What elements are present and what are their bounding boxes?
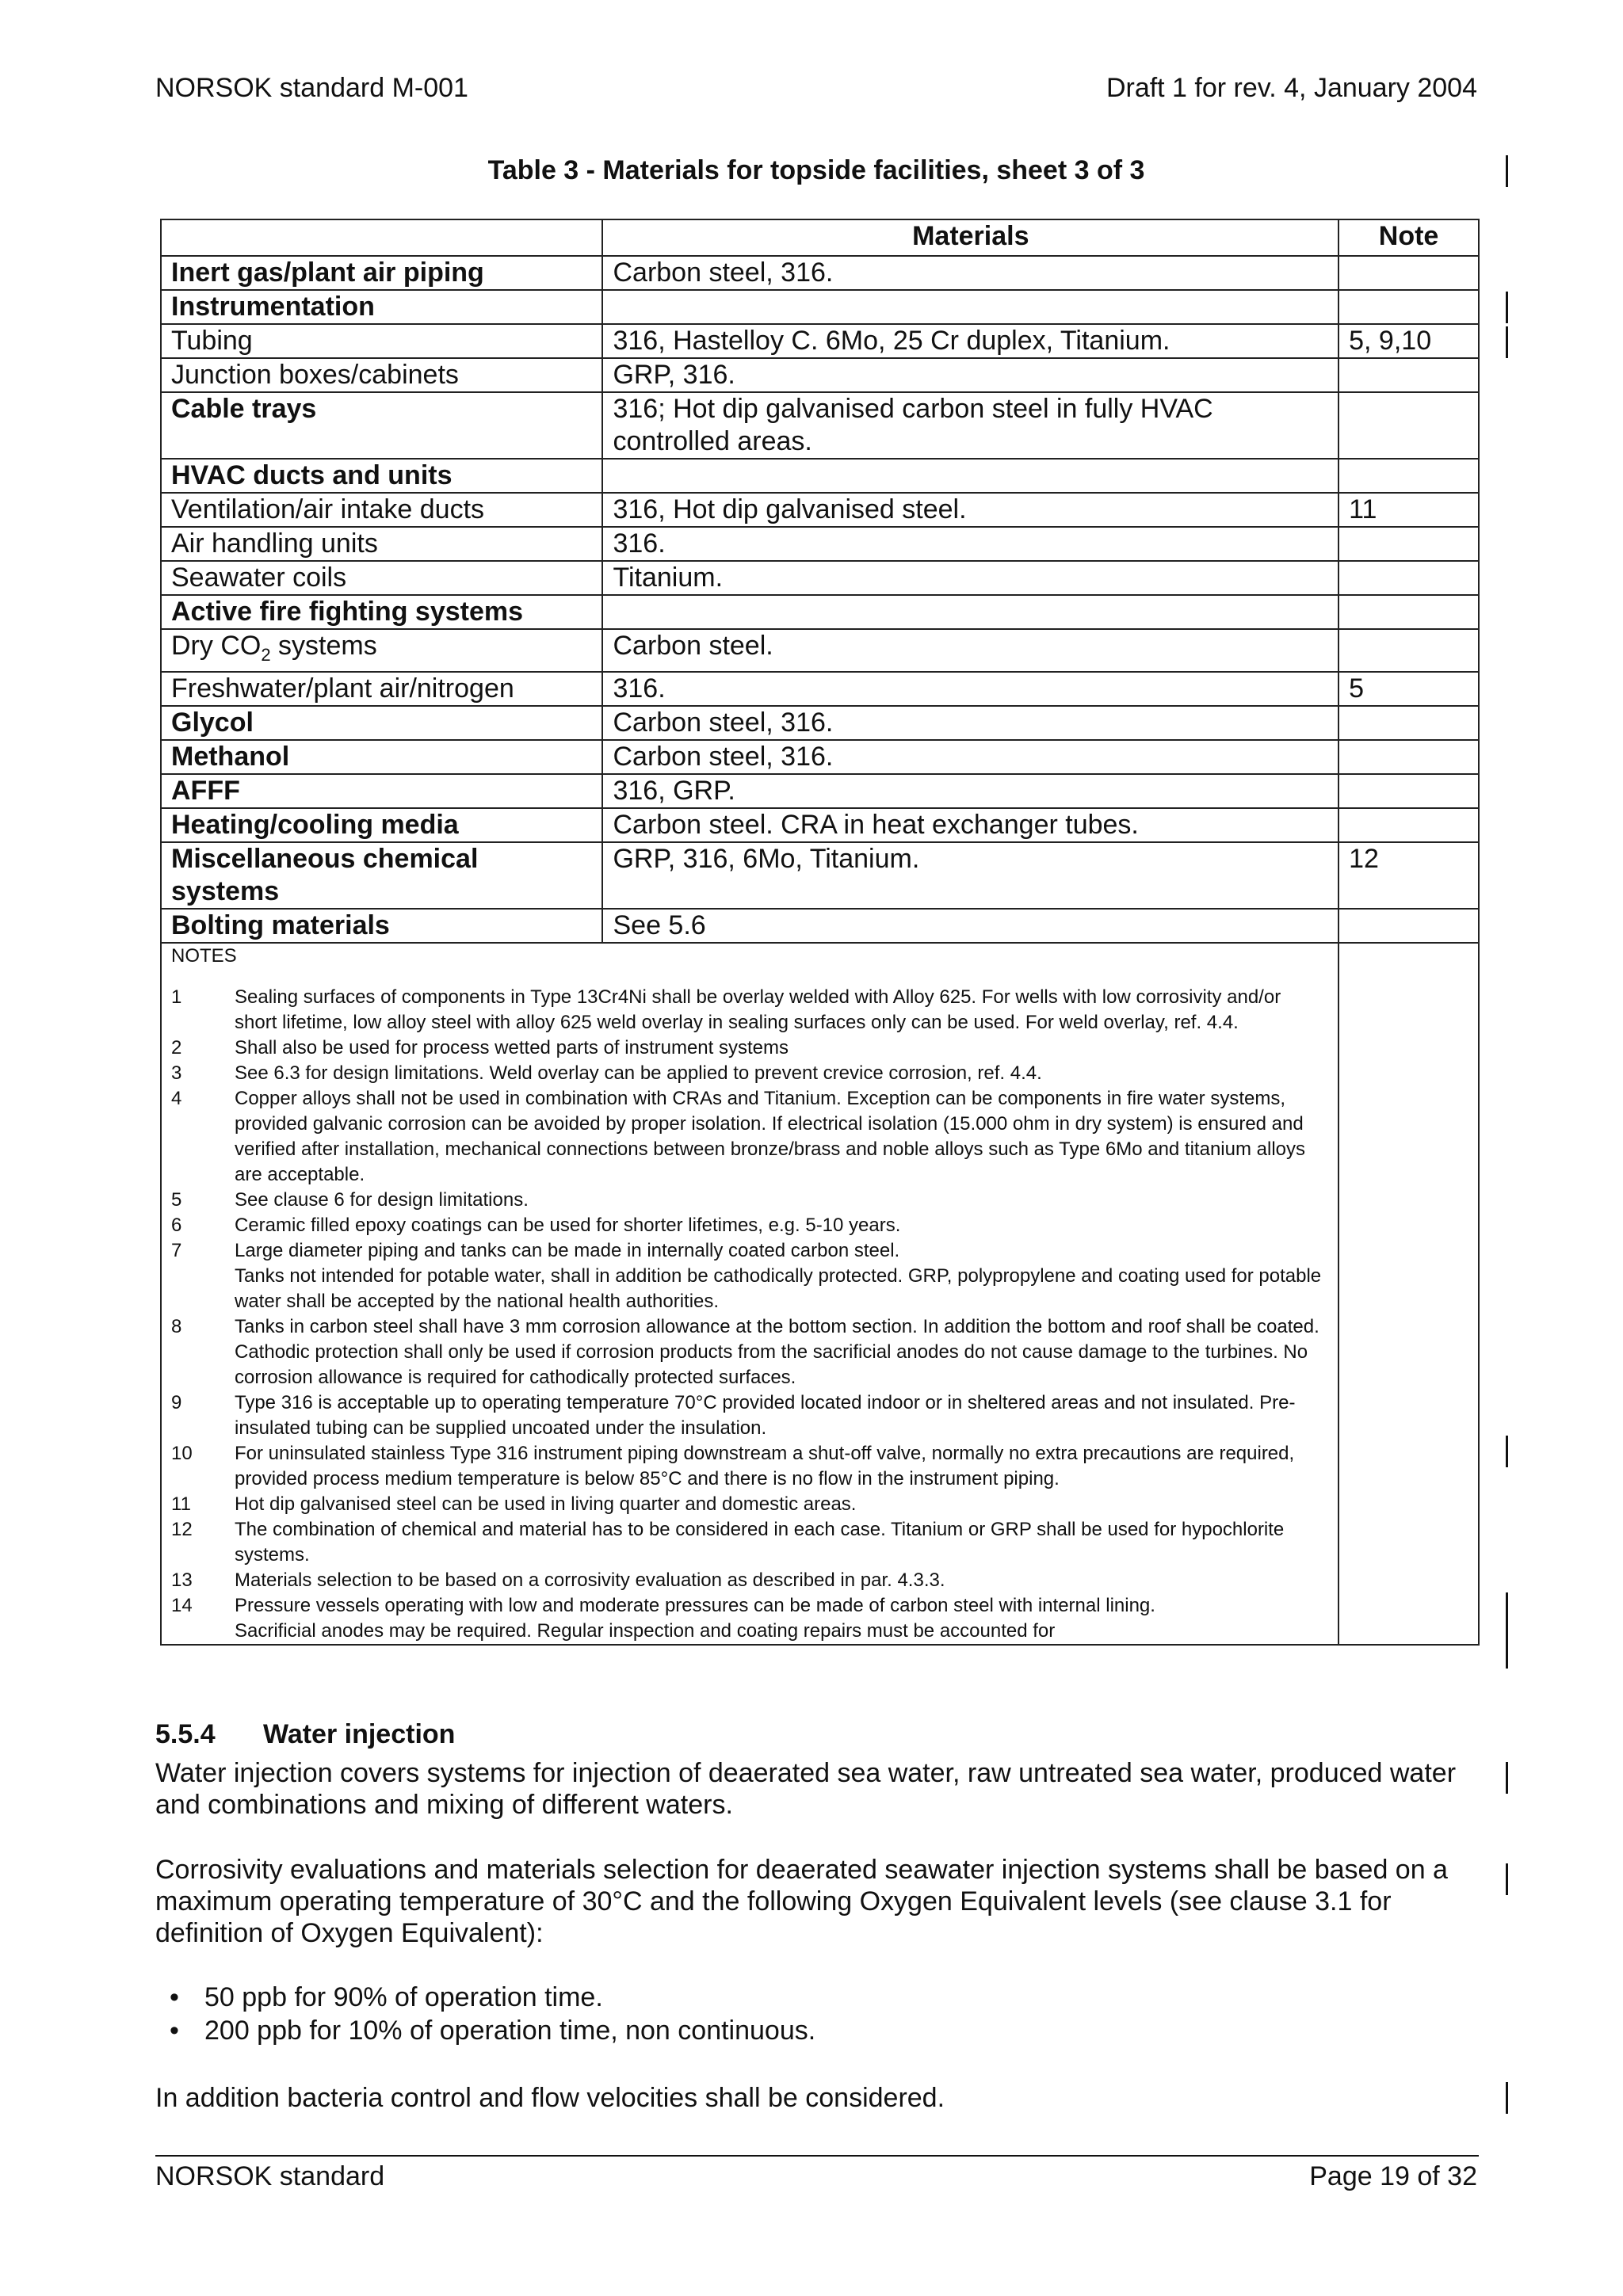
section-number: 5.5.4 [155, 1719, 216, 1749]
note-item [171, 1035, 1328, 1061]
table-row [161, 740, 1479, 774]
section-title: Water injection [263, 1719, 456, 1749]
row-note: 11 [1338, 493, 1479, 527]
row-material: Carbon steel. CRA in heat exchanger tubes. [602, 808, 1338, 842]
row-label: Instrumentation [161, 290, 602, 324]
bullet-glyph: • [170, 2016, 179, 2046]
row-material: GRP, 316. [602, 358, 1338, 392]
note-number: 11 [171, 1493, 191, 1515]
notes-title: NOTES [171, 944, 237, 967]
note-item [171, 1593, 1328, 1644]
table-row [161, 808, 1479, 842]
note-number: 8 [171, 1315, 182, 1337]
note-number: 12 [171, 1518, 193, 1540]
row-note [1338, 595, 1479, 629]
bullet-text: 200 ppb for 10% of operation time, non continuous. [204, 2016, 816, 2046]
note-item [171, 1441, 1328, 1492]
row-material: 316, Hot dip galvanised steel. [602, 493, 1338, 527]
row-note [1338, 561, 1479, 595]
row-material: Carbon steel, 316. [602, 706, 1338, 740]
row-label: Ventilation/air intake ducts [161, 493, 602, 527]
notes-list [171, 985, 1328, 1644]
row-label: Bolting materials [161, 909, 602, 943]
row-label: Tubing [161, 324, 602, 358]
row-material: 316. [602, 527, 1338, 561]
row-label: AFFF [161, 774, 602, 808]
change-bar [1506, 1436, 1508, 1467]
table-body [161, 256, 1479, 1645]
row-material [602, 595, 1338, 629]
row-material: 316; Hot dip galvanised carbon steel in fully HVAC controlled areas. [602, 392, 1338, 459]
row-label: Inert gas/plant air piping [161, 256, 602, 290]
bullet-item [170, 2016, 815, 2046]
table-title: Table 3 - Materials for topside facilities, sheet 3 of 3 [487, 155, 1145, 185]
note-number: 13 [171, 1569, 193, 1591]
note-item [171, 1061, 1328, 1086]
note-item [171, 1390, 1328, 1441]
notes-note-cell [1338, 943, 1479, 1645]
row-material: 316. [602, 672, 1338, 706]
note-number: 6 [171, 1214, 182, 1236]
row-label: HVAC ducts and units [161, 459, 602, 493]
change-bar [1506, 2082, 1508, 2114]
section-heading [155, 1719, 455, 1750]
row-material: Titanium. [602, 561, 1338, 595]
page-footer-right: Page 19 of 32 [1309, 2161, 1477, 2191]
table-row [161, 561, 1479, 595]
row-note [1338, 740, 1479, 774]
row-note [1338, 256, 1479, 290]
note-text: Sealing surfaces of components in Type 13Cr4Ni shall be overlay welded with Alloy 625. For wells with low corrosivity and/or short lifetime, low alloy steel with alloy 625 weld overlay in sealing surfaces only can be used. For weld overlay, ref. 4.4. [235, 986, 1281, 1033]
table-row [161, 629, 1479, 672]
row-material: Carbon steel. [602, 629, 1338, 672]
change-bar [1506, 1762, 1508, 1794]
row-material: Carbon steel, 316. [602, 256, 1338, 290]
notes-cell [161, 943, 1338, 1645]
bullet-text: 50 ppb for 90% of operation time. [204, 1982, 603, 2012]
row-label: Air handling units [161, 527, 602, 561]
row-material [602, 459, 1338, 493]
row-note: 12 [1338, 842, 1479, 909]
note-text: Type 316 is acceptable up to operating temperature 70°C provided located indoor or in sheltered areas and not insulated. Pre-insulated tubing can be supplied uncoated under the insulation. [235, 1391, 1296, 1439]
table-row [161, 706, 1479, 740]
row-note [1338, 808, 1479, 842]
table-row [161, 909, 1479, 943]
page-footer-left: NORSOK standard [155, 2161, 385, 2191]
page-header-right: Draft 1 for rev. 4, January 2004 [1106, 73, 1477, 103]
note-number: 10 [171, 1442, 193, 1464]
table-row [161, 324, 1479, 358]
table-row [161, 290, 1479, 324]
row-material: GRP, 316, 6Mo, Titanium. [602, 842, 1338, 909]
table-row [161, 459, 1479, 493]
row-label: Cable trays [161, 392, 602, 459]
note-text: Copper alloys shall not be used in combination with CRAs and Titanium. Exception can be components in fire water systems, provided galvanic corrosion can be avoided by proper isolation. If electrical isolation (15.000 ohm in dry system) is ensured and verified after installation, mechanical connections between bronze/brass and noble alloys such as Type 6Mo and titanium alloys are acceptable. [235, 1087, 1305, 1185]
row-label: Heating/cooling media [161, 808, 602, 842]
note-text: Pressure vessels operating with low and moderate pressures can be made of carbon steel with internal lining. Sacrificial anodes may be required. Regular inspection and coating repairs must be accounted for [235, 1594, 1155, 1642]
row-note [1338, 909, 1479, 943]
row-material: 316, GRP. [602, 774, 1338, 808]
note-number: 7 [171, 1239, 182, 1261]
note-item [171, 1086, 1328, 1188]
row-material: 316, Hastelloy C. 6Mo, 25 Cr duplex, Titanium. [602, 324, 1338, 358]
note-item [171, 1238, 1328, 1314]
note-item [171, 1568, 1328, 1593]
table-row [161, 392, 1479, 459]
row-note: 5, 9,10 [1338, 324, 1479, 358]
note-item [171, 1314, 1328, 1390]
note-text: The combination of chemical and material has to be considered in each case. Titanium or GRP shall be used for hypochlorite systems. [235, 1518, 1285, 1566]
note-text: Shall also be used for process wetted parts of instrument systems [235, 1036, 789, 1058]
note-item [171, 1517, 1328, 1568]
table-row [161, 358, 1479, 392]
note-text: Ceramic filled epoxy coatings can be used for shorter lifetimes, e.g. 5-10 years. [235, 1214, 901, 1236]
table-row [161, 493, 1479, 527]
table-row [161, 256, 1479, 290]
header-blank-cell [161, 219, 602, 256]
row-note [1338, 629, 1479, 672]
table-row [161, 527, 1479, 561]
paragraph-3: In addition bacteria control and flow velocities shall be considered. [155, 2083, 945, 2113]
header-materials: Materials [602, 219, 1338, 256]
row-label: Freshwater/plant air/nitrogen [161, 672, 602, 706]
change-bar [1506, 1863, 1508, 1895]
table-row [161, 842, 1479, 909]
note-item [171, 1213, 1328, 1238]
row-note [1338, 527, 1479, 561]
note-number: 2 [171, 1036, 182, 1058]
paragraph-1: Water injection covers systems for injection of deaerated sea water, raw untreated sea water, produced water and combinations and mixing of different waters. [155, 1758, 1457, 1820]
note-item [171, 1188, 1328, 1213]
row-note [1338, 358, 1479, 392]
row-label: Dry $CO_2$ systems [161, 629, 602, 672]
row-label: Methanol [161, 740, 602, 774]
note-text: Large diameter piping and tanks can be made in internally coated carbon steel. Tanks not intended for potable water, shall in addition be cathodically protected. GRP, polypropylene and coating used for potable water shall be accepted by the national health authorities. [235, 1239, 1322, 1312]
note-text: See clause 6 for design limitations. [235, 1188, 529, 1211]
row-label: Active fire fighting systems [161, 595, 602, 629]
row-note [1338, 774, 1479, 808]
paragraph-2: Corrosivity evaluations and materials selection for deaerated seawater injection systems shall be based on a maximum operating temperature of 30°C and the following Oxygen Equivalent levels (see clause 3.1 for definition of Oxygen Equivalent): [155, 1855, 1448, 1948]
row-label: Seawater coils [161, 561, 602, 595]
row-note [1338, 706, 1479, 740]
row-note [1338, 459, 1479, 493]
change-bar [1506, 1592, 1508, 1669]
header-note: Note [1338, 219, 1479, 256]
row-note [1338, 290, 1479, 324]
row-label: Junction boxes/cabinets [161, 358, 602, 392]
note-text: Hot dip galvanised steel can be used in living quarter and domestic areas. [235, 1493, 857, 1515]
note-text: Materials selection to be based on a corrosivity evaluation as described in par. 4.3.3. [235, 1569, 945, 1591]
row-note: 5 [1338, 672, 1479, 706]
change-bar [1506, 292, 1508, 323]
note-number: 5 [171, 1188, 182, 1211]
page-header-left: NORSOK standard M-001 [155, 73, 468, 103]
table-row [161, 595, 1479, 629]
note-item [171, 985, 1328, 1035]
row-note [1338, 392, 1479, 459]
change-bar [1506, 326, 1508, 358]
note-text: For uninsulated stainless Type 316 instrument piping downstream a shut-off valve, normally no extra precautions are required, provided process medium temperature is below 85°C and there is no flow in the instrument piping. [235, 1442, 1295, 1489]
note-number: 9 [171, 1391, 182, 1413]
row-material [602, 290, 1338, 324]
table-header-row [161, 219, 1479, 256]
note-text: Tanks in carbon steel shall have 3 mm corrosion allowance at the bottom section. In addition the bottom and roof shall be coated. Cathodic protection shall only be used if corrosion products from the sacrificial anodes do not cause damage to the turbines. No corrosion allowance is required for cathodically protected surfaces. [235, 1315, 1319, 1388]
notes-row [161, 943, 1479, 1645]
note-number: 1 [171, 986, 182, 1008]
table-row [161, 774, 1479, 808]
note-number: 3 [171, 1062, 182, 1084]
row-label: Glycol [161, 706, 602, 740]
bullet-item [170, 1982, 603, 2013]
note-number: 4 [171, 1087, 182, 1109]
change-bar [1506, 155, 1508, 187]
materials-table [160, 219, 1480, 1646]
note-item [171, 1492, 1328, 1517]
row-material: Carbon steel, 316. [602, 740, 1338, 774]
bullet-glyph: • [170, 1982, 179, 2012]
table-row [161, 672, 1479, 706]
row-label: Miscellaneous chemical systems [161, 842, 602, 909]
note-text: See 6.3 for design limitations. Weld overlay can be applied to prevent crevice corrosion, ref. 4.4. [235, 1062, 1042, 1084]
row-material: See 5.6 [602, 909, 1338, 943]
footer-rule [155, 2155, 1479, 2157]
note-number: 14 [171, 1594, 193, 1616]
